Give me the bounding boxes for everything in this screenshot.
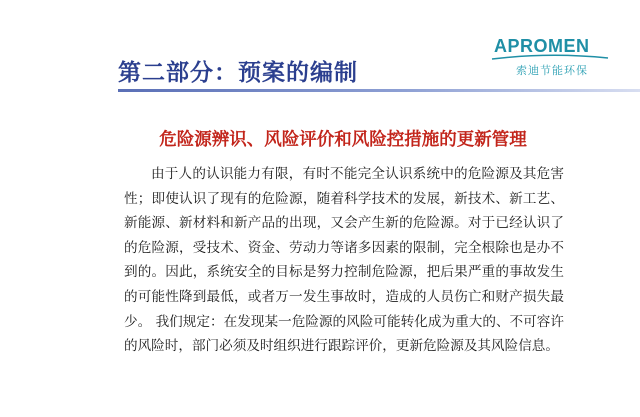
section-title: 第二部分：预案的编制 (118, 59, 358, 86)
slide-header (0, 0, 640, 94)
body-paragraph: 由于人的认识能力有限，有时不能完全认识系统中的危险源及其危害性；即使认识了现有的危险源，随着科学技术的发展，新技术、新工艺、新能源、新材料和新产品的出现，又会产生新的危险源。对于已经认识了的危险源，受技术、资金、劳动力等诸多因素的限制，完全根除也是办不到的。因此，系统安全的目标是努力控制危险源，把后果严重的事故发生的可能性降到最低，或者万一发生事故时，造成的人员伤亡和财产损失最少。 我们规定：在发现某一危险源的风险可能转化成为重大的、不可容许的风险时，部门必须及时组织进行跟踪评价，更新危险源及其风险信息。 (124, 166, 564, 355)
slide-subtitle: 危险源辨识、风险评价和风险控措施的更新管理 (159, 130, 527, 150)
logo-tagline: 索迪节能环保 (516, 64, 588, 77)
logo-swoosh-icon (490, 54, 610, 60)
company-logo (490, 36, 640, 84)
logo-name: APROMEN (494, 36, 590, 56)
title-underline (118, 89, 640, 92)
